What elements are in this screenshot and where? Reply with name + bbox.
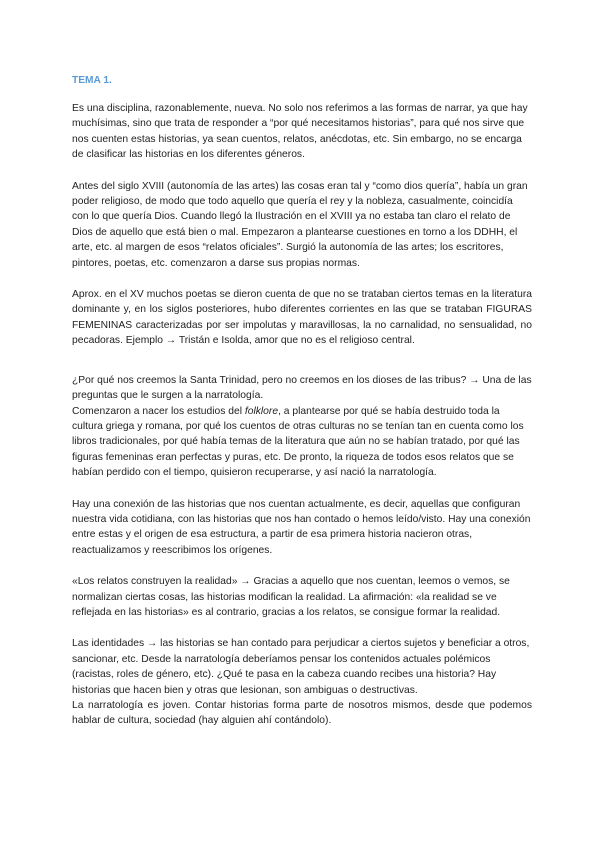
paragraph-siglo-xviii: Antes del siglo XVIII (autonomía de las artes) las cosas eran tal y “como dios quería”, había un gran poder religioso, de modo que todo aquello que quería el rey y la nobleza, casualmente, coincidía con lo que quería Dios. Cuando llegó la Ilustración en el XVIII ya no estaba tan claro el relato de Dios de aquello que está bien o mal. Empezaron a plantearse cuestiones en torno a los DDHH, el arte, etc. al margen de esos “relatos oficiales”. Surgió la autonomía de las artes; los escritores, pintores, poetas, etc. comenzaron a darse sus propias normas. bbox=[72, 180, 528, 269]
folklore-text-after: , a plantearse por qué se había destruido toda la cultura griega y romana, por qué los cuentos de otras culturas no se tenían tan en cuenta como los libros tradicionales, por qué había temas de la literatura que aún no se habían tratado, por qué las figuras femeninas eran perfectas y puras, etc. De pronto, la riqueza de todos esos relatos que se habían perdido con el tiempo, quisieron recuperarse, y así nació la narratología. bbox=[72, 405, 524, 479]
paragraph-identidades: Las identidades → las historias se han contado para perjudicar a ciertos sujetos y beneficiar a otros, sancionar, etc. Desde la narratología deberíamos pensar los contenidos actuales polémicos (racistas, roles de género, etc). ¿Qué te pasa en la cabeza cuando recibes una historia? Hay historias que hacen bien y otras que lesionan, son ambiguas o destructivas. bbox=[72, 638, 530, 696]
paragraph-figuras-femeninas: Aprox. en el XV muchos poetas se dieron cuenta de que no se trataban ciertos temas en la literatura dominante y, en los siglos posteriores, hubo diferentes corrientes en las que se trataban FIGURAS FEMENINAS caracterizadas por ser impolutas y maravillosas, la no carnalidad, no sensualidad, no pecadoras. Ejemplo → Tristán e Isolda, amor que no es el religioso central. bbox=[72, 289, 532, 347]
paragraph-intro: Es una disciplina, razonablemente, nueva. No solo nos referimos a las formas de narrar, ya que hay muchísimas, sino que trata de responder a “por qué necesitamos historias”, para qué nos sirve que nos cuenten estas historias, ya sean cuentos, relatos, anécdotas, etc. Sin embargo, no se encarga de clasificar las historias en los diferentes géneros. bbox=[72, 103, 528, 161]
paragraph-folklore bbox=[72, 404, 532, 481]
paragraph-relatos-realidad: «Los relatos construyen la realidad» → Gracias a aquello que nos cuentan, leemos o vemos, se normalizan ciertas cosas, las historias modifican la realidad. La afirmación: «la realidad se ve reflejada en las historias» es al contrario, gracias a los relatos, se consigue formar la realidad. bbox=[72, 576, 510, 618]
folklore-text-before: Comenzaron a nacer los estudios del bbox=[72, 405, 245, 417]
folklore-italic-word: folklore bbox=[244, 405, 279, 417]
document-page bbox=[72, 74, 532, 745]
section-title: TEMA 1. bbox=[72, 75, 112, 86]
paragraph-santa-trinidad: ¿Por qué nos creemos la Santa Trinidad, pero no creemos en los dioses de las tribus? → Una de las preguntas que le surgen a la narratología. bbox=[72, 374, 532, 402]
paragraph-narratologia-joven: La narratología es joven. Contar historias forma parte de nosotros mismos, desde que podemos hablar de cultura, sociedad (hay alguien ahí contándolo). bbox=[72, 700, 532, 727]
paragraph-conexion-historias: Hay una conexión de las historias que nos cuentan actualmente, es decir, aquellas que configuran nuestra vida cotidiana, con las historias que nos han contado o hemos leído/visto. Hay una conexión entre estas y el origen de esa estructura, a partir de esa primera historia nacieron otras, reactualizamos y reescribimos los orígenes. bbox=[72, 498, 531, 556]
